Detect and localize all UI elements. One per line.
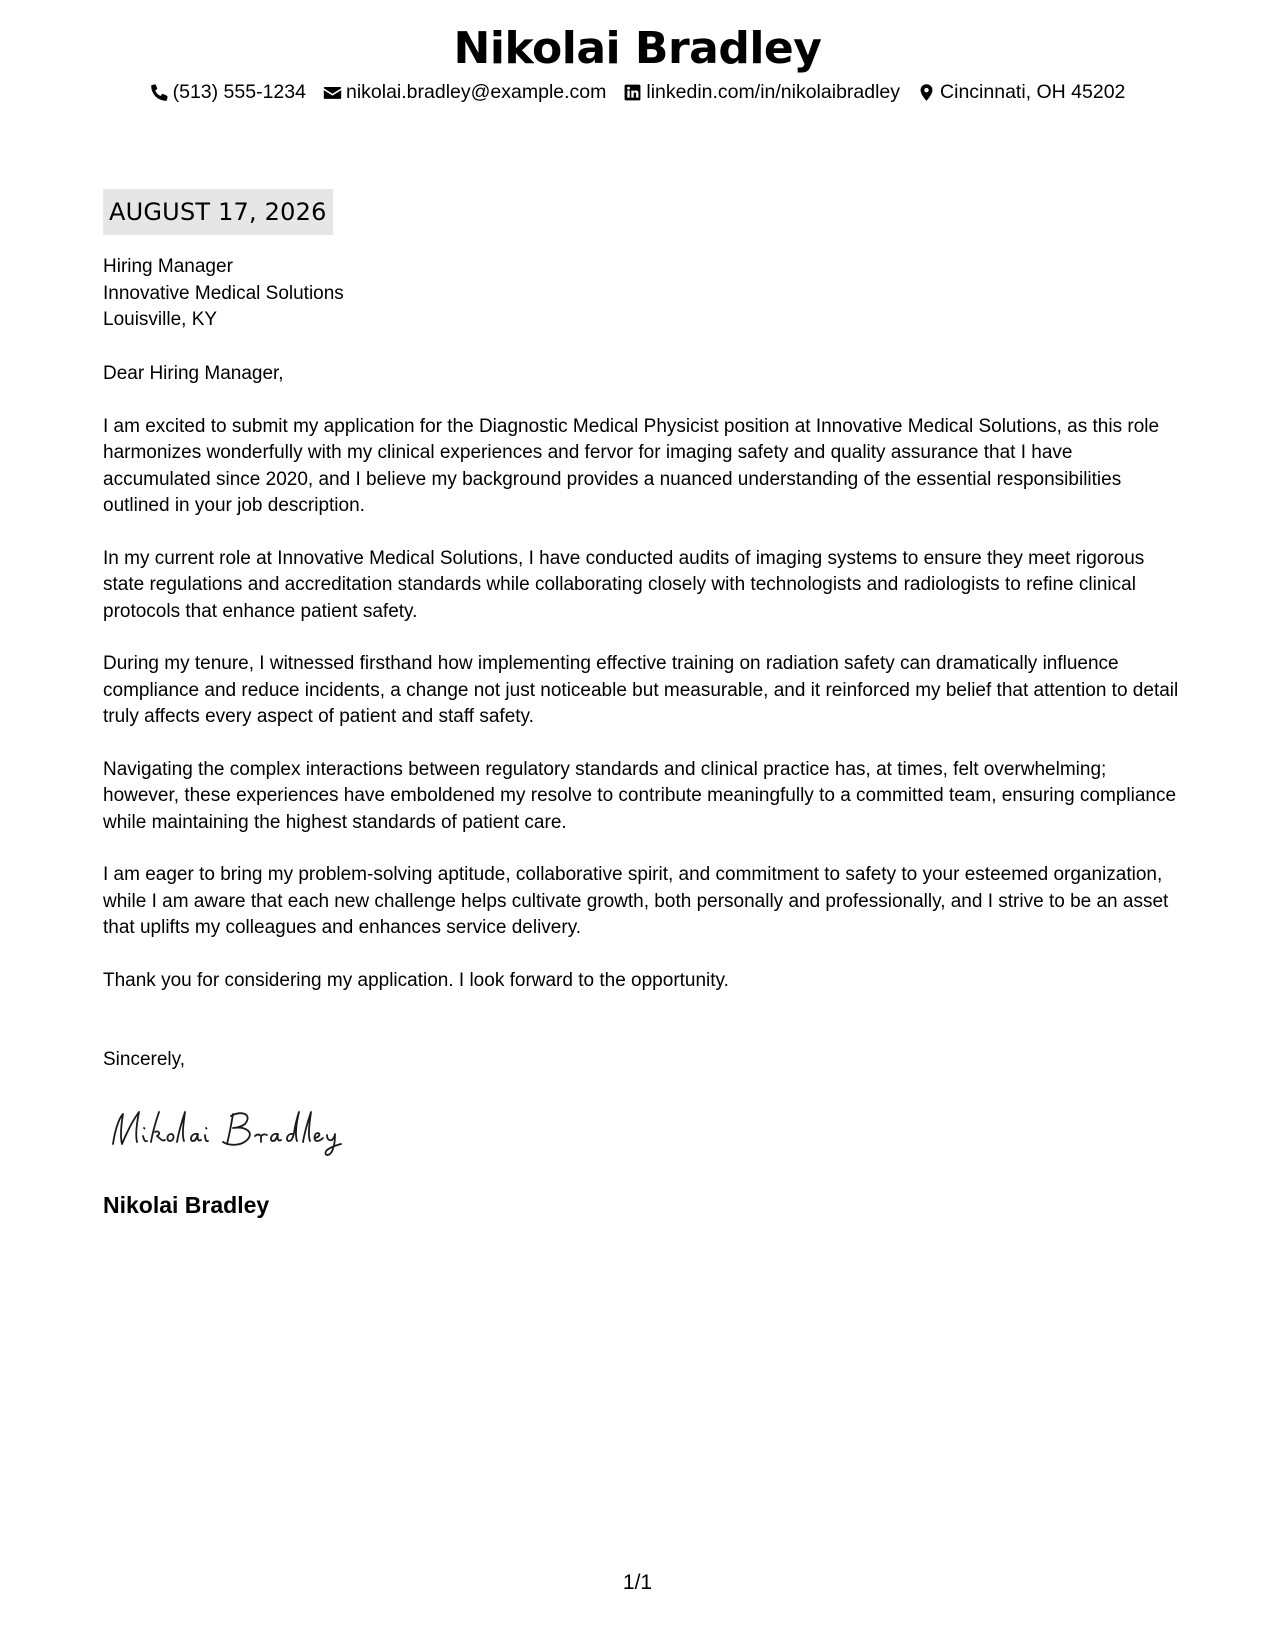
recipient-company: Innovative Medical Solutions bbox=[103, 282, 344, 304]
letter-paragraph: Thank you for considering my application. I look forward to the opportunity. bbox=[103, 969, 729, 991]
page-number: 1/1 bbox=[622, 1571, 653, 1594]
handwritten-signature bbox=[105, 1100, 365, 1160]
linkedin-icon bbox=[623, 83, 642, 102]
letter-paragraph: Navigating the complex interactions between regulatory standards and clinical practice has, at times, felt overwhelming; however, these experiences have emboldened my resolve to contribute meaningfully to a committed team, ensuring compliance while maintaining the highest standards of patient care. bbox=[103, 758, 1177, 833]
contact-bar bbox=[0, 80, 1275, 104]
letter-paragraph: During my tenure, I witnessed firsthand how implementing effective training on radiation safety can dramatically influence compliance and reduce incidents, a change not just noticeable but measurable, and it reinforced my belief that attention to detail truly affects every aspect of patient and staff safety. bbox=[103, 653, 1179, 727]
applicant-name-heading: Nikolai Bradley bbox=[453, 23, 822, 74]
letter-body bbox=[103, 361, 1183, 1020]
location-text: Cincinnati, OH 45202 bbox=[940, 81, 1126, 103]
contact-linkedin bbox=[623, 80, 900, 104]
salutation: Dear Hiring Manager, bbox=[103, 363, 284, 384]
recipient-location: Louisville, KY bbox=[103, 309, 218, 330]
contact-phone bbox=[150, 80, 306, 104]
recipient-block bbox=[103, 254, 344, 334]
linkedin-text: linkedin.com/in/nikolaibradley bbox=[646, 81, 901, 103]
letter-paragraph: I am excited to submit my application for the Diagnostic Medical Physicist position at Innovative Medical Solutions, as this role harmonizes wonderfully with my clinical experiences and fervor for imaging safety and quality assurance that I have accumulated since 2020, and I believe my background provides a nuanced understanding of the essential responsibilities outlined in your job description. bbox=[103, 415, 1160, 516]
signer-name: Nikolai Bradley bbox=[103, 1192, 270, 1218]
envelope-icon bbox=[323, 83, 342, 102]
contact-location bbox=[917, 80, 1125, 104]
letter-paragraph: In my current role at Innovative Medical Solutions, I have conducted audits of imaging systems to ensure they meet rigorous state regulations and accreditation standards while collaborating closely with technologists and radiologists to refine clinical protocols that enhance patient safety. bbox=[103, 547, 1145, 622]
letter-paragraph: I am eager to bring my problem-solving aptitude, collaborative spirit, and commitment to safety to your esteemed organization, while I am aware that each new challenge helps cultivate growth, both personally and professionally, and I strive to be an asset that uplifts my colleagues and enhances service delivery. bbox=[103, 864, 1169, 938]
contact-email bbox=[323, 80, 606, 104]
recipient-title: Hiring Manager bbox=[103, 256, 233, 277]
letter-date: AUGUST 17, 2026 bbox=[103, 189, 333, 235]
phone-text: (513) 555-1234 bbox=[172, 81, 306, 103]
phone-icon bbox=[150, 83, 169, 102]
map-pin-icon bbox=[917, 83, 936, 102]
email-text: nikolai.bradley@example.com bbox=[345, 81, 607, 103]
closing-text: Sincerely, bbox=[103, 1049, 186, 1070]
